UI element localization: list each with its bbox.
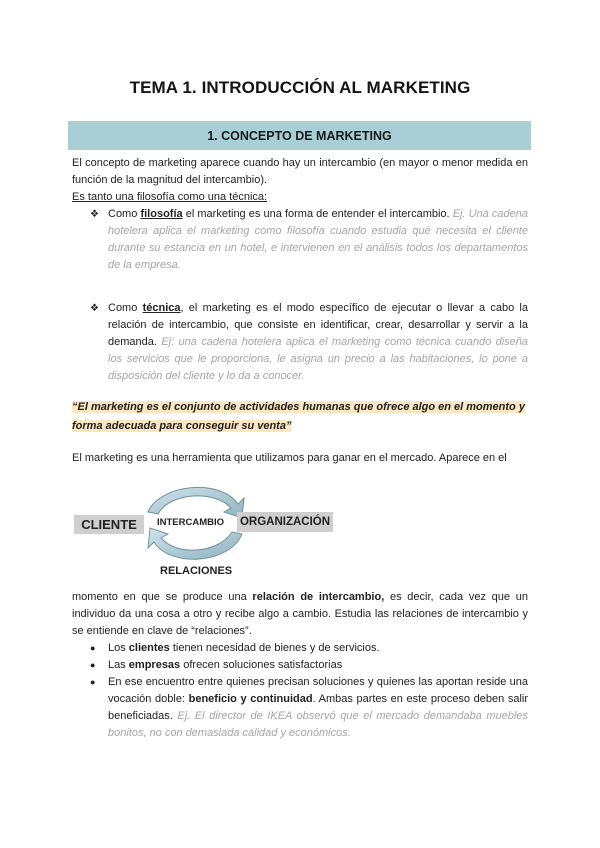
cliente-box: CLIENTE xyxy=(74,515,144,534)
list-item xyxy=(90,640,528,657)
bullet-icon: ● xyxy=(90,660,96,670)
marketing-definition-quote xyxy=(72,398,530,436)
item-text: Las xyxy=(108,659,129,671)
item-text: . Ambas partes en este proceso deben salir beneficiadas. xyxy=(108,693,528,722)
item-prefix: Como xyxy=(108,302,143,314)
exchange-paragraph xyxy=(72,589,528,640)
intro-paragraph xyxy=(72,155,528,206)
item-text: En ese encuentro entre quienes precisan soluciones y quienes las aportan reside una vocación doble: xyxy=(108,676,528,705)
bullet-icon: ● xyxy=(90,677,96,687)
list-item xyxy=(90,657,528,674)
example-text: Ej. Una cadena hotelera aplica el marketing como filosofía cuando estudia qué necesita el cliente durante su estancia en un hotel, e intervienen en el análisis todos los departamentos de la empresa. xyxy=(108,208,529,271)
intercambio-label: INTERCAMBIO xyxy=(157,517,225,528)
para-text: momento en que se produce una xyxy=(72,591,253,603)
list-item-tecnica xyxy=(90,300,528,385)
term-filosofia: filosofía xyxy=(140,208,183,220)
list-item-filosofia xyxy=(90,206,528,274)
bullet-icon: ● xyxy=(90,643,96,653)
organizacion-box: ORGANIZACIÓN xyxy=(237,512,333,532)
item-bold: clientes xyxy=(128,642,170,654)
intro-text: El concepto de marketing aparece cuando hay un intercambio (en mayor o menor medida en función de la magnitud del intercambio). xyxy=(72,157,528,186)
item-text: tienen necesidad de bienes y de servicios. xyxy=(169,642,380,654)
intro-subtitle: Es tanto una filosofía como una técnica: xyxy=(72,191,268,203)
section-heading xyxy=(68,121,531,150)
item-text: ofrecen soluciones satisfactorias xyxy=(180,659,343,671)
quote-text: “El marketing es el conjunto de actividades humanas que ofrece algo en el momento y forma adecuada para conseguir su venta” xyxy=(72,401,525,432)
para-text: es decir, cada vez que un individuo da una cosa a otro y recibe algo a cambio. Estudia las relaciones de intercambio y se entiende en clave de “relaciones”. xyxy=(72,591,528,637)
list-item xyxy=(90,674,528,742)
example-text: Ej: una cadena hotelera aplica el marketing como técnica cuando diseña los servicios que le proporciona, le asigna un precio a las habitaciones, lo pone a disposición del cliente y lo da a conocer. xyxy=(108,336,528,382)
market-paragraph: El marketing es una herramienta que utilizamos para ganar en el mercado. Aparece en el xyxy=(72,452,507,464)
example-text: Ej. El director de IKEA observó que el mercado demandaba muebles bonitos, no con demasiada calidad y económicos. xyxy=(108,710,528,739)
top-arrow-icon xyxy=(148,487,244,518)
item-text: , el marketing es el modo específico de ejecutar o llevar a cabo la relación de intercambio, que consiste en identificar, crear, desarrollar y servir a la demanda. xyxy=(108,302,528,348)
page-title: TEMA 1. INTRODUCCIÓN AL MARKETING xyxy=(129,78,471,97)
item-bold: empresas xyxy=(128,659,181,671)
item-bold: beneficio y continuidad xyxy=(188,693,313,705)
item-text: Los xyxy=(108,642,129,654)
philosophy-technique-list xyxy=(90,206,528,385)
section-heading-text: 1. CONCEPTO DE MARKETING xyxy=(207,128,392,143)
diamond-bullet-icon: ❖ xyxy=(90,303,99,314)
bottom-arrow-icon xyxy=(148,528,242,559)
relaciones-label: RELACIONES xyxy=(160,565,233,577)
term-tecnica: técnica xyxy=(142,302,181,314)
para-bold: relación de intercambio, xyxy=(252,591,385,603)
item-text: el marketing es una forma de entender el intercambio. xyxy=(182,208,453,220)
exchange-bullet-list xyxy=(90,640,528,742)
diamond-bullet-icon: ❖ xyxy=(90,209,99,220)
item-prefix: Como xyxy=(108,208,141,220)
